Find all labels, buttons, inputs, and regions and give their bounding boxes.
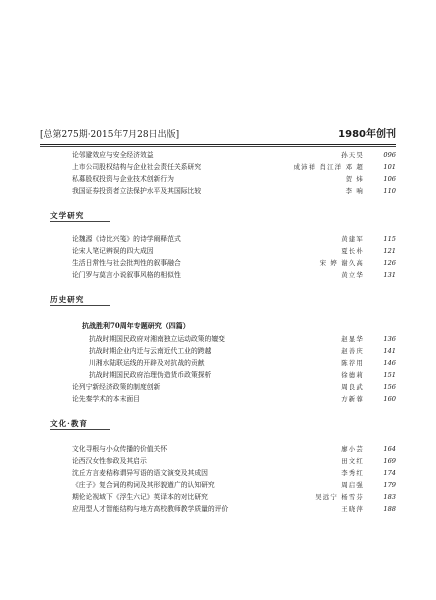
- toc-entry[interactable]: [40, 150, 396, 161]
- entry-title: 川湘水陆联运线的开辟及对抗战的贡献: [89, 359, 205, 367]
- entry-authors: 夏长朴: [341, 247, 364, 255]
- entry-page-number: 151: [383, 371, 396, 379]
- entry-title: 抗战时期国民政府治理伪造货币政策探析: [89, 371, 212, 379]
- entry-title: 论列宁新经济政策的制度创新: [72, 383, 161, 391]
- page-header: [40, 128, 396, 144]
- entry-title: 论西汉女性参政及其启示: [72, 457, 147, 465]
- entry-page-number: 156: [383, 383, 396, 391]
- entry-title: 应用型人才智能结构与地方高校教师教学质量的评价: [72, 505, 229, 513]
- entry-page-number: 174: [383, 469, 396, 477]
- toc-entry[interactable]: [40, 480, 396, 491]
- entry-authors: 成沛祥 肖江洋 邓 超: [293, 163, 364, 171]
- toc-entry[interactable]: [40, 270, 396, 281]
- entry-title: 上市公司股权结构与企业社会责任关系研究: [72, 163, 202, 171]
- entry-authors: 赵善庆: [341, 347, 364, 355]
- subsection-label: 抗战胜利70周年专题研究（四篇）: [82, 321, 190, 330]
- entry-authors: 李秀红: [341, 469, 364, 477]
- entry-title: 沈丘方言麦秸称谓异写语的语文演变及其成因: [72, 469, 208, 477]
- toc-entry[interactable]: [40, 346, 396, 357]
- founded-label: 1980年创刊: [338, 129, 396, 140]
- section-heading: [40, 210, 396, 224]
- toc-entry[interactable]: [40, 246, 396, 257]
- header-rule-thin: [40, 146, 396, 147]
- toc-entry[interactable]: [40, 258, 396, 269]
- entry-page-number: 183: [383, 493, 396, 501]
- entry-page-number: 121: [383, 247, 396, 255]
- entry-authors: 陈荐用: [341, 359, 364, 367]
- entry-authors: 孙天昊: [341, 151, 364, 159]
- entry-page-number: 115: [383, 235, 396, 243]
- entry-authors: 王晓萍: [341, 505, 364, 513]
- entry-title: 生活日常性与社会批判性的叙事融合: [72, 259, 181, 267]
- entry-title: 抗战时期国民政府对湘南独立运动政策的嬗变: [89, 335, 225, 343]
- entry-page-number: 110: [383, 187, 396, 195]
- toc-entry[interactable]: [40, 358, 396, 369]
- entry-authors: 廖小芸: [341, 445, 364, 453]
- entry-page-number: 101: [383, 163, 396, 171]
- entry-authors: 黄建军: [341, 235, 364, 243]
- entry-page-number: 169: [383, 457, 396, 465]
- entry-page-number: 136: [383, 335, 396, 343]
- entry-title: 论邻避效应与安全经济效益: [72, 151, 154, 159]
- toc-entry[interactable]: [40, 234, 396, 245]
- entry-title: 我国证券投资者立法保护水平及其国际比较: [72, 187, 202, 195]
- toc-entry[interactable]: [40, 382, 396, 393]
- entry-title: 文化寻根与小众传播的价值关怀: [72, 445, 168, 453]
- entry-page-number: 141: [383, 347, 396, 355]
- entry-title: 期伦论视域下《浮生六记》英译本的对比研究: [72, 493, 208, 501]
- entry-authors: 赵显华: [341, 335, 364, 343]
- toc-entry[interactable]: [40, 444, 396, 455]
- toc-entry[interactable]: [40, 334, 396, 345]
- entry-authors: 田文红: [341, 457, 364, 465]
- toc-entry[interactable]: [40, 468, 396, 479]
- section-underline: [50, 305, 110, 306]
- entry-authors: 徐德莉: [341, 371, 364, 379]
- toc-entry[interactable]: [40, 174, 396, 185]
- entry-title: 论魏源《诗比兴笺》的诗学阐释范式: [72, 235, 181, 243]
- section-label: 文化·教育: [50, 419, 89, 428]
- toc-entry[interactable]: [40, 162, 396, 173]
- entry-authors: 黄立华: [341, 271, 364, 279]
- toc-entry[interactable]: [40, 504, 396, 515]
- toc-entry[interactable]: [40, 456, 396, 467]
- entry-page-number: 126: [383, 259, 396, 267]
- entry-page-number: 188: [383, 505, 396, 513]
- entry-title: 论宋人笔记辨误的四大成因: [72, 247, 154, 255]
- entry-authors: 周启强: [341, 481, 364, 489]
- entry-page-number: 096: [383, 151, 396, 159]
- entry-title: 论门罗与莫言小说叙事风格的相似性: [72, 271, 181, 279]
- entry-authors: 方新蓉: [341, 395, 364, 403]
- section-label: 文学研究: [50, 211, 85, 220]
- section-heading: [40, 418, 396, 432]
- entry-page-number: 164: [383, 445, 396, 453]
- section-label: 历史研究: [50, 295, 85, 304]
- section-underline: [50, 429, 110, 430]
- toc-entry[interactable]: [40, 186, 396, 197]
- entry-title: 论先秦学术的本末面目: [72, 395, 140, 403]
- entry-title: 私募股权投资与企业技术创新行为: [72, 175, 174, 183]
- entry-title: 抗战时期企业内迁与云南近代工业的跨越: [89, 347, 212, 355]
- entry-page-number: 131: [383, 271, 396, 279]
- section-underline: [50, 221, 110, 222]
- entry-authors: 周良武: [341, 383, 364, 391]
- section-heading: [40, 294, 396, 308]
- toc-entry[interactable]: [40, 492, 396, 503]
- entry-authors: 李 响: [345, 187, 364, 195]
- entry-authors: 宋 婷 谢久高: [319, 259, 364, 267]
- entry-page-number: 106: [383, 175, 396, 183]
- toc-entry[interactable]: [40, 394, 396, 405]
- subsection-heading: [40, 320, 396, 332]
- entry-page-number: 179: [383, 481, 396, 489]
- entry-authors: 吴远宁 杨雪芬: [315, 493, 364, 501]
- entry-title: 《庄子》复合词的构词及其形貌遒广的认知研究: [72, 481, 215, 489]
- entry-authors: 贺 炜: [345, 175, 364, 183]
- toc-entry[interactable]: [40, 370, 396, 381]
- issue-line: [总第275期·2015年7月28日出版]: [40, 130, 180, 140]
- entry-page-number: 160: [383, 395, 396, 403]
- header-rule: [40, 144, 396, 145]
- entry-page-number: 146: [383, 359, 396, 367]
